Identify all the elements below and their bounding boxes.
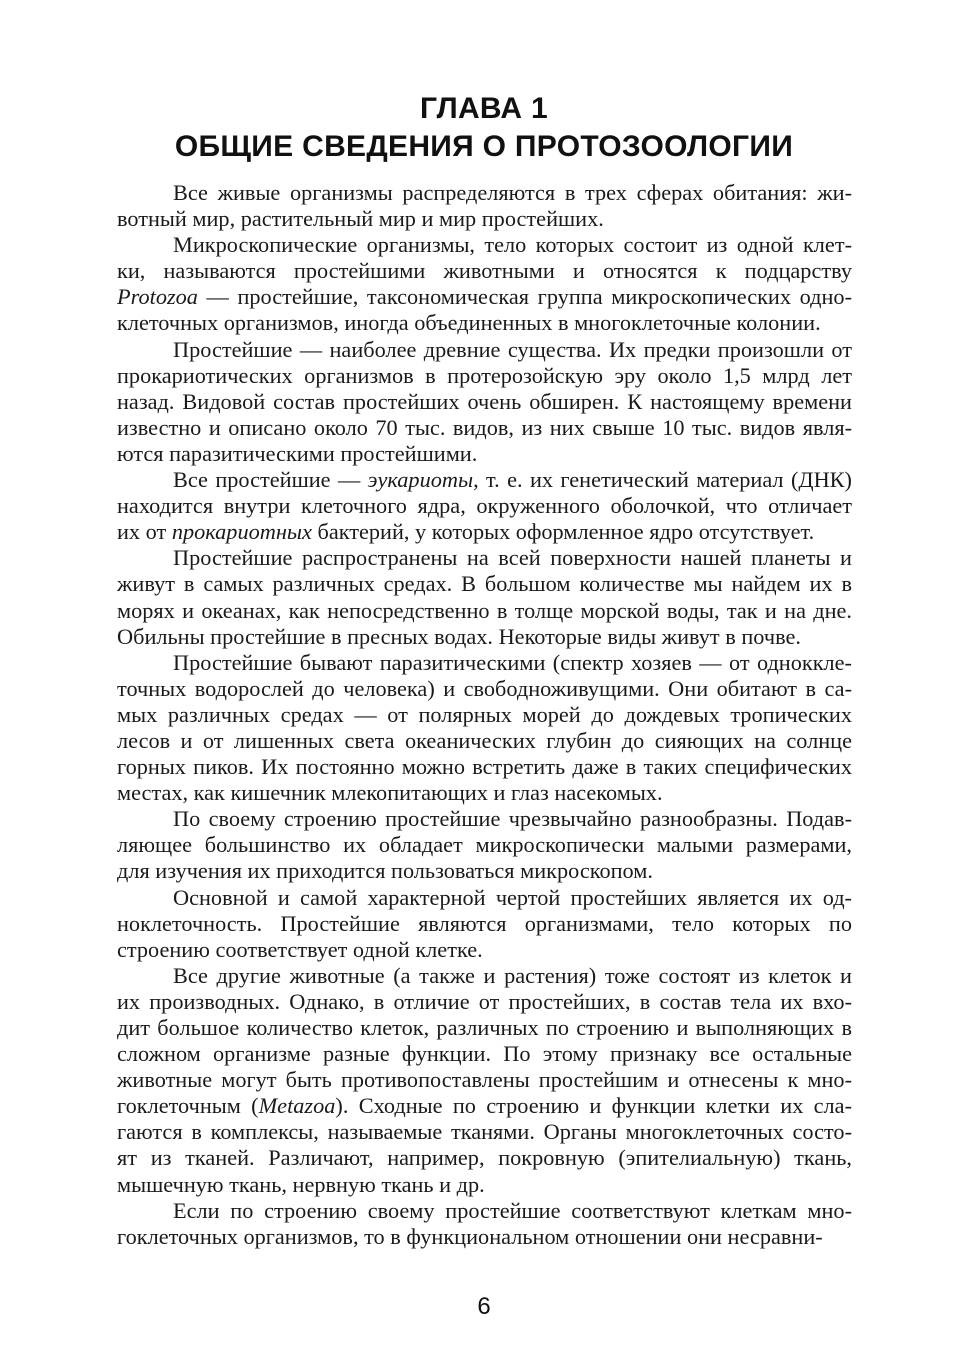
paragraph-7: По своему строению простейшие чрезвычайно разнообразны. Подав- ляющее большинство их обладает микроскопически малыми размерами, для изучения их приходится пользоваться микроскопом. [117, 806, 852, 884]
chapter-label: ГЛАВА 1 [420, 92, 548, 125]
paragraph-8: Основной и самой характерной чертой простейших является их од- ноклеточность. Простейшие являются организмами, тело которых по строению соответствует одной клетке. [117, 884, 852, 962]
paragraph-9: Все другие животные (а также и растения) тоже состоят из клеток и их производных. Однако, в отличие от простейших, в состав тела их вхо- дит большое количество клеток, различных по строению и выполняющих в сложном организме разные функции. По этому признаку все остальные животные могут быть противопоставлены простейшим и отнесены к мно- гоклеточным (Metazoa). Сходные по строению и функции клетки их сла- гаются в комплексы, называемые тканями. Органы многоклеточных состо- ят из тканей. Различают, например, покровную (эпителиальную) ткань, мышечную ткань, нервную ткань и др. [117, 962, 852, 1197]
paragraph-6: Простейшие бывают паразитическими (спектр хозяев — от одноккле- точных водорослей до человека) и свободноживущими. Они обитают в са- мых различных средах — от полярных морей до дождевых тропических лесов и от лишенных света океанических глубин до сияющих на солнце горных пиков. Их постоянно можно встретить даже в таких специфических местах, как кишечник млекопитающих и глаз насекомых. [117, 649, 852, 806]
paragraph-1: Все живые организмы распределяются в трех сферах обитания: жи- вотный мир, растительный мир и мир простейших. [117, 180, 852, 232]
paragraph-3: Простейшие — наиболее древние существа. Их предки произошли от прокариотических организмов в протерозойскую эру около 1,5 млрд лет назад. Видовой состав простейших очень обширен. К настоящему времени известно и описано около 70 тыс. видов, из них свыше 10 тыс. видов явля- ются паразитическими простейшими. [117, 336, 852, 466]
term-prokaryotic: прокариотных [171, 519, 312, 545]
chapter-body [117, 180, 852, 1250]
term-protozoa: Protozoa [117, 284, 198, 310]
term-eukaryotes: эукариоты [367, 467, 474, 493]
chapter-title: ОБЩИЕ СВЕДЕНИЯ О ПРОТОЗООЛОГИИ [174, 130, 794, 163]
paragraph-5: Простейшие распространены на всей поверхности нашей планеты и живут в самых различных средах. В большом количестве мы найдем их в морях и океанах, как непосредственно в толще морской воды, так и на дне. Обильны простейшие в пресных водах. Некоторые виды живут в почве. [117, 545, 852, 649]
term-metazoa: Metazoa [258, 1093, 336, 1119]
paragraph-4: Все простейшие — эукариоты, т. е. их генетический материал (ДНК) находится внутри клеточного ядра, окруженного оболочкой, что отличает их от прокариотных бактерий, у которых оформленное ядро отсутствует. [117, 467, 852, 545]
chapter-heading [0, 90, 968, 166]
paragraph-2: Микроскопические организмы, тело которых состоит из одной клет- ки, называются простейшими животными и относятся к подцарству Protozoa — простейшие, таксономическая группа микроскопических одно- клеточных организмов, иногда объединенных в многоклеточные колонии. [117, 232, 852, 336]
paragraph-10: Если по строению своему простейшие соответствуют клеткам мно- гоклеточных организмов, то в функциональном отношении они несравни- [117, 1197, 852, 1249]
page-number: 6 [477, 1293, 491, 1320]
